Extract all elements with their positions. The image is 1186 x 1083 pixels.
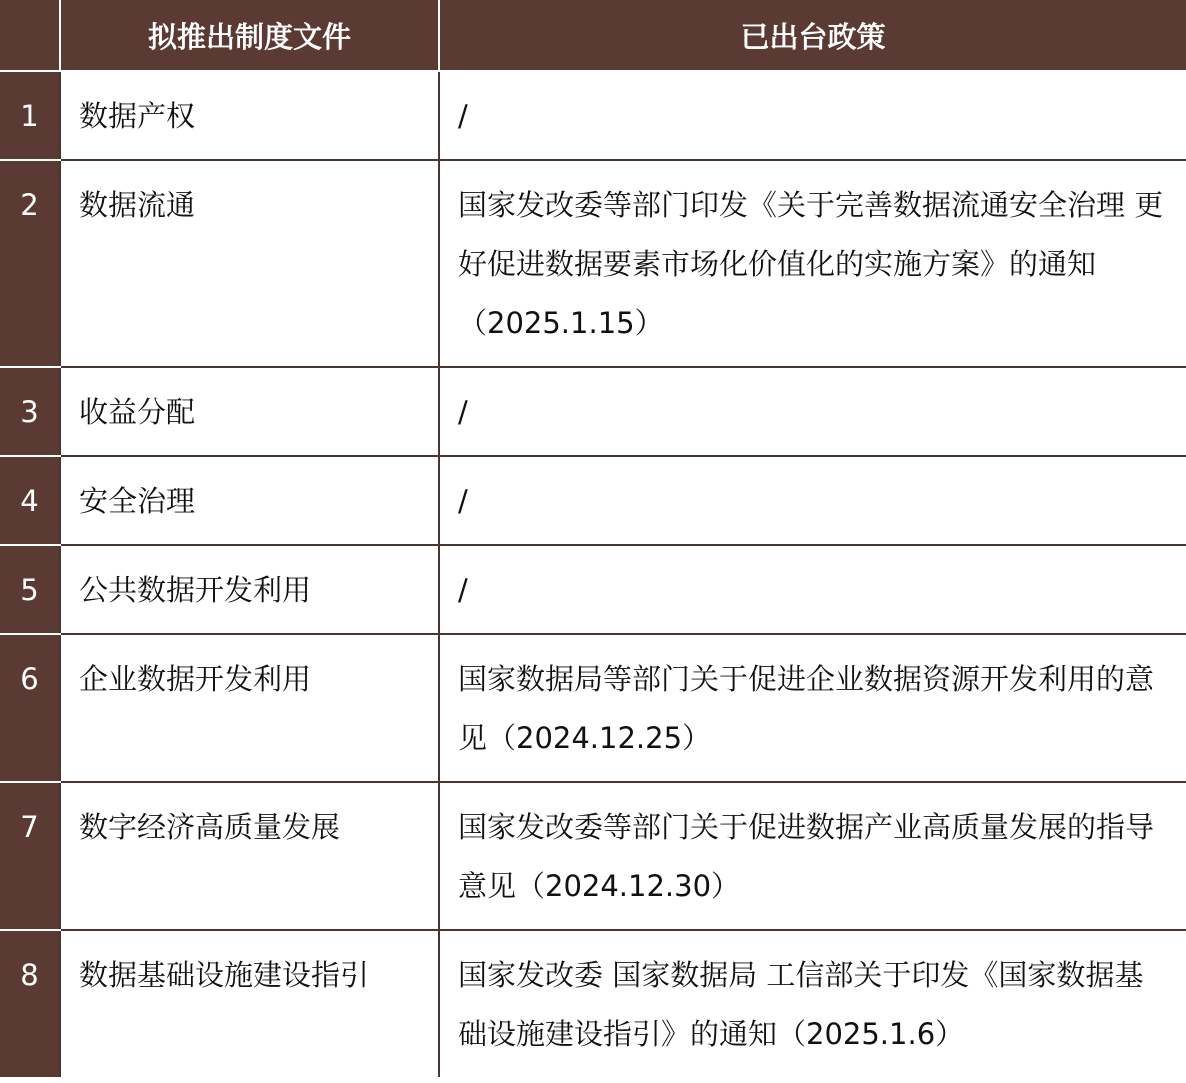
policy-cell: 国家发改委等部门印发《关于完善数据流通安全治理 更好促进数据要素市场化价值化的实施方案》的通知（2025.1.15） <box>439 160 1186 367</box>
table-row <box>0 545 1186 634</box>
policy-cell: 国家发改委等部门关于促进数据产业高质量发展的指导意见（2024.12.30） <box>439 782 1186 930</box>
doc-cell: 收益分配 <box>60 367 439 456</box>
table-row <box>0 160 1186 367</box>
policy-cell: 国家数据局等部门关于促进企业数据资源开发利用的意见（2024.12.25） <box>439 634 1186 782</box>
row-number: 4 <box>0 456 60 545</box>
doc-cell: 数字经济高质量发展 <box>60 782 439 930</box>
row-number: 6 <box>0 634 60 782</box>
table-row <box>0 71 1186 160</box>
table-row <box>0 634 1186 782</box>
table-row <box>0 367 1186 456</box>
doc-cell: 数据产权 <box>60 71 439 160</box>
doc-cell: 企业数据开发利用 <box>60 634 439 782</box>
table-body <box>0 71 1186 1077</box>
row-number: 7 <box>0 782 60 930</box>
header-row <box>0 0 1186 71</box>
doc-cell: 数据基础设施建设指引 <box>60 930 439 1077</box>
policy-cell: / <box>439 71 1186 160</box>
table-row <box>0 930 1186 1077</box>
policy-cell: / <box>439 545 1186 634</box>
policy-cell: / <box>439 456 1186 545</box>
table-row <box>0 782 1186 930</box>
row-number: 5 <box>0 545 60 634</box>
table-header <box>0 0 1186 71</box>
row-number: 3 <box>0 367 60 456</box>
header-doc-cell: 拟推出制度文件 <box>60 0 439 71</box>
policy-cell: 国家发改委 国家数据局 工信部关于印发《国家数据基础设施建设指引》的通知（2025.1.6） <box>439 930 1186 1077</box>
row-number: 8 <box>0 930 60 1077</box>
doc-cell: 安全治理 <box>60 456 439 545</box>
header-policy-cell: 已出台政策 <box>439 0 1186 71</box>
doc-cell: 数据流通 <box>60 160 439 367</box>
table-row <box>0 456 1186 545</box>
policy-cell: / <box>439 367 1186 456</box>
row-number: 2 <box>0 160 60 367</box>
doc-cell: 公共数据开发利用 <box>60 545 439 634</box>
header-number-cell <box>0 0 60 71</box>
row-number: 1 <box>0 71 60 160</box>
